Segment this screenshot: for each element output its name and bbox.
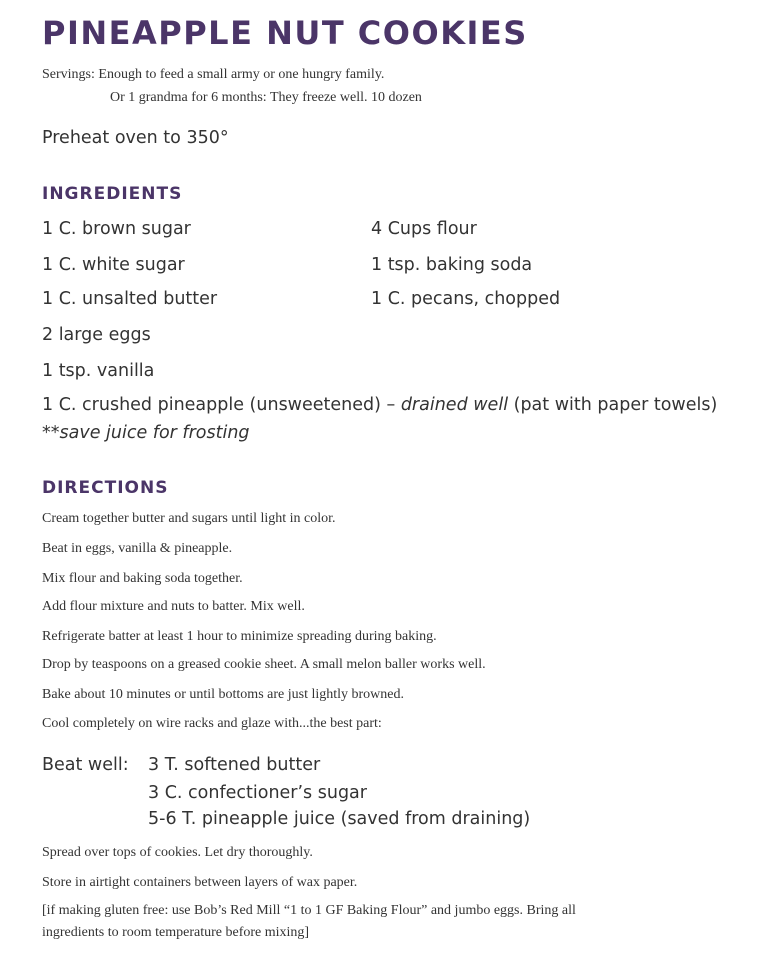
pineapple-text: 1 C. crushed pineapple (unsweetened) – [42, 395, 401, 415]
ingredient-item: 2 large eggs [42, 325, 151, 345]
storage-instruction: Store in airtight containers between layers of wax paper. [42, 875, 358, 890]
pineapple-emphasis: drained well [400, 395, 509, 415]
ingredients-heading: INGREDIENTS [42, 184, 183, 204]
direction-step: Cool completely on wire racks and glaze with...the best part: [42, 716, 382, 731]
ingredient-item: 1 tsp. baking soda [371, 255, 533, 275]
gluten-free-note-line-2: ingredients to room temperature before mixing] [42, 925, 310, 940]
ingredient-item-pineapple [42, 395, 717, 415]
directions-heading: DIRECTIONS [42, 478, 169, 498]
ingredient-item: 1 C. unsalted butter [42, 289, 218, 309]
juice-note-text: save juice for frosting [59, 423, 250, 443]
direction-step: Beat in eggs, vanilla & pineapple. [42, 541, 233, 556]
ingredient-item: 1 C. brown sugar [42, 219, 191, 239]
ingredient-item: 1 C. pecans, chopped [371, 289, 561, 309]
servings-line-2: Or 1 grandma for 6 months: They freeze well. 10 dozen [110, 90, 422, 105]
juice-note-prefix: ** [42, 423, 60, 443]
glaze-item: 5-6 T. pineapple juice (saved from draining) [148, 809, 531, 829]
direction-step: Add flour mixture and nuts to batter. Mix well. [42, 599, 305, 614]
preheat-instruction: Preheat oven to 350° [42, 128, 229, 148]
ingredient-item: 1 C. white sugar [42, 255, 185, 275]
recipe-title: PINEAPPLE NUT COOKIES [42, 14, 528, 52]
ingredient-item: 1 tsp. vanilla [42, 361, 155, 381]
ingredient-item: 4 Cups flour [371, 219, 477, 239]
direction-step: Drop by teaspoons on a greased cookie sheet. A small melon baller works well. [42, 657, 486, 672]
direction-step: Mix flour and baking soda together. [42, 571, 243, 586]
glaze-item: 3 C. confectioner’s sugar [148, 783, 367, 803]
glaze-label: Beat well: [42, 755, 129, 775]
servings-line-1: Servings: Enough to feed a small army or one hungry family. [42, 67, 385, 82]
direction-step: Cream together butter and sugars until light in color. [42, 511, 336, 526]
direction-step: Bake about 10 minutes or until bottoms are just lightly browned. [42, 687, 405, 702]
juice-note [42, 423, 250, 443]
pineapple-suffix: (pat with paper towels) [508, 395, 718, 415]
glaze-item: 3 T. softened butter [148, 755, 321, 775]
spread-instruction: Spread over tops of cookies. Let dry thoroughly. [42, 845, 313, 860]
direction-step: Refrigerate batter at least 1 hour to minimize spreading during baking. [42, 629, 437, 644]
gluten-free-note-line-1: [if making gluten free: use Bob’s Red Mill “1 to 1 GF Baking Flour” and jumbo eggs. Bring all [42, 903, 576, 918]
